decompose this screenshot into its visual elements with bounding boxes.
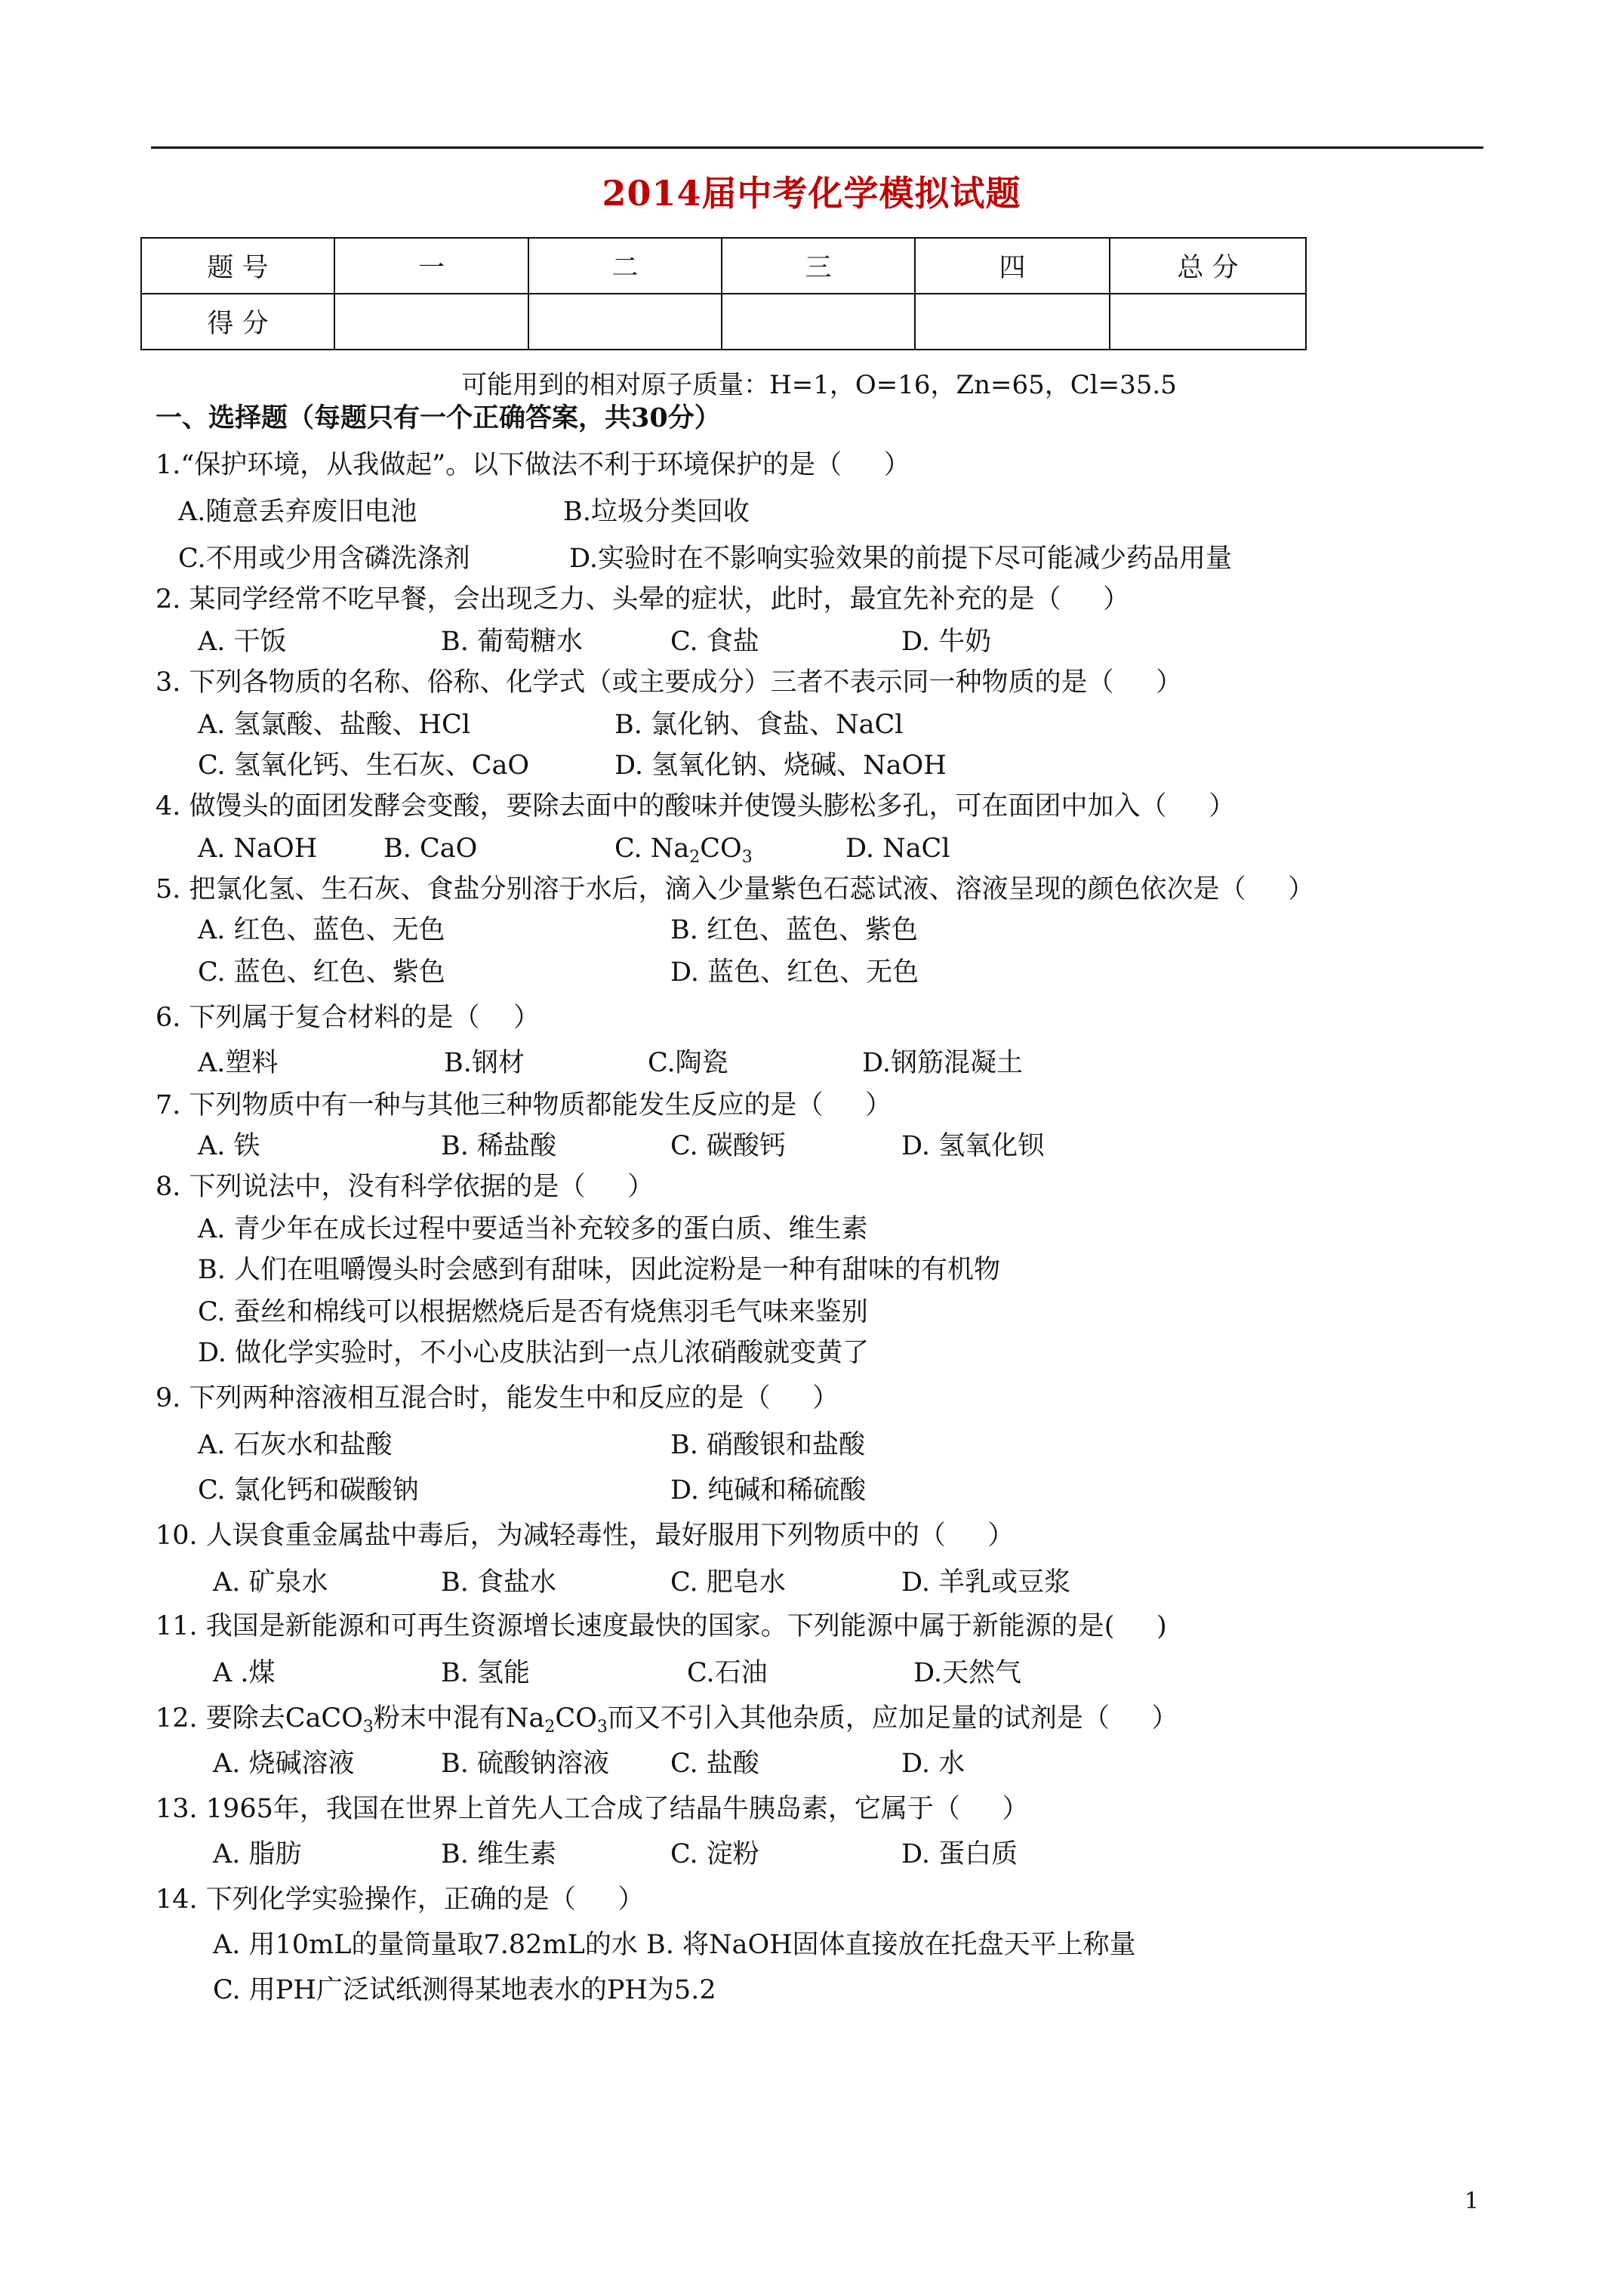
q4-option-b: B. CaO <box>383 834 478 864</box>
score-header-cell: 总 分 <box>1110 238 1306 294</box>
q4-option-a: A. NaOH <box>198 834 318 864</box>
q11-option-a: A .煤 <box>213 1658 276 1688</box>
score-header-cell: 三 <box>722 238 915 294</box>
q12-subscript: 3 <box>596 1718 608 1737</box>
section-heading: 一、选择题（每题只有一个正确答案，共30分） <box>156 402 721 433</box>
q8-option-c: C. 蚕丝和棉线可以根据燃烧后是否有烧焦羽毛气味来鉴别 <box>198 1297 868 1327</box>
q7-option-a: A. 铁 <box>198 1131 260 1161</box>
q6-option-b: B.钢材 <box>444 1048 525 1078</box>
q8-option-a: A. 青少年在成长过程中要适当补充较多的蛋白质、维生素 <box>198 1214 868 1244</box>
q2-option-d: D. 牛奶 <box>901 627 992 657</box>
q7-option-b: B. 稀盐酸 <box>441 1131 556 1161</box>
q12-subscript: 3 <box>362 1718 374 1737</box>
q6-option-d: D.钢筋混凝土 <box>862 1048 1023 1078</box>
score-table-header-row <box>141 238 1306 294</box>
q12-stem-part: CO <box>555 1703 597 1734</box>
q6-option-a: A.塑料 <box>198 1048 279 1078</box>
score-cell <box>915 294 1110 350</box>
q9-option-d: D. 纯碱和稀硫酸 <box>670 1475 867 1505</box>
header-rule <box>151 146 1483 149</box>
q1-option-b: B.垃圾分类回收 <box>563 497 750 527</box>
q7-option-d: D. 氢氧化钡 <box>901 1131 1045 1161</box>
atomic-mass-note: 可能用到的相对原子质量：H=1，O=16，Zn=65，Cl=35.5 <box>461 370 1177 400</box>
q11-option-d: D.天然气 <box>913 1658 1021 1688</box>
q12-stem-part: 而又不引入其他杂质，应加足量的试剂是（ ） <box>607 1703 1178 1734</box>
q9-option-b: B. 硝酸银和盐酸 <box>670 1430 865 1460</box>
q2-option-c: C. 食盐 <box>670 627 759 657</box>
q9-option-c: C. 氯化钙和碳酸钠 <box>198 1475 419 1505</box>
question-11: 11. 我国是新能源和可再生资源增长速度最快的国家。下列能源中属于新能源的是( ) <box>156 1611 1167 1641</box>
q8-option-b: B. 人们在咀嚼馒头时会感到有甜味，因此淀粉是一种有甜味的有机物 <box>198 1255 1000 1285</box>
score-cell <box>722 294 915 350</box>
q13-option-c: C. 淀粉 <box>670 1839 759 1869</box>
q3-option-a: A. 氢氯酸、盐酸、HCl <box>198 710 471 740</box>
q12-stem-part: 12. 要除去CaCO <box>156 1703 363 1734</box>
q2-option-b: B. 葡萄糖水 <box>441 627 583 657</box>
score-header-cell: 二 <box>528 238 722 294</box>
score-table <box>140 237 1307 350</box>
q14-option-c: C. 用PH广泛试纸测得某地表水的PH为5.2 <box>213 1975 716 2005</box>
q9-option-a: A. 石灰水和盐酸 <box>198 1430 393 1460</box>
q5-option-d: D. 蓝色、红色、无色 <box>670 957 919 988</box>
q12-option-a: A. 烧碱溶液 <box>213 1749 355 1779</box>
q11-option-c: C.石油 <box>687 1658 768 1688</box>
q4-option-c-subscript: 2 <box>689 848 701 867</box>
q13-option-a: A. 脂肪 <box>213 1839 302 1869</box>
q12-option-b: B. 硫酸钠溶液 <box>441 1749 609 1779</box>
q4-option-c-part: CO <box>700 834 742 864</box>
q4-option-c-part: C. Na <box>614 834 690 864</box>
q10-option-b: B. 食盐水 <box>441 1567 556 1598</box>
score-cell <box>334 294 528 350</box>
q5-option-a: A. 红色、蓝色、无色 <box>198 915 445 945</box>
q2-option-a: A. 干饭 <box>198 627 287 657</box>
q3-option-c: C. 氢氧化钙、生石灰、CaO <box>198 750 530 781</box>
q1-option-c: C.不用或少用含磷洗涤剂 <box>178 544 470 574</box>
q10-option-d: D. 羊乳或豆浆 <box>901 1567 1071 1598</box>
q4-option-c-subscript: 3 <box>741 848 753 867</box>
q1-option-d: D.实验时在不影响实验效果的前提下尽可能减少药品用量 <box>569 544 1232 574</box>
question-8: 8. 下列说法中，没有科学依据的是（ ） <box>156 1172 654 1202</box>
q3-option-d: D. 氢氧化钠、烧碱、NaOH <box>614 750 947 781</box>
exam-title: 2014届中考化学模拟试题 <box>602 173 1021 214</box>
question-7: 7. 下列物质中有一种与其他三种物质都能发生反应的是（ ） <box>156 1090 892 1120</box>
question-14: 14. 下列化学实验操作，正确的是（ ） <box>156 1885 645 1915</box>
question-10: 10. 人误食重金属盐中毒后，为减轻毒性，最好服用下列物质中的（ ） <box>156 1521 1015 1551</box>
q5-option-c: C. 蓝色、红色、紫色 <box>198 957 445 988</box>
q7-option-c: C. 碳酸钙 <box>670 1131 786 1161</box>
q8-option-d: D. 做化学实验时，不小心皮肤沾到一点儿浓硝酸就变黄了 <box>198 1338 870 1368</box>
question-2: 2. 某同学经常不吃早餐，会出现乏力、头晕的症状，此时，最宜先补充的是（ ） <box>156 584 1130 615</box>
q4-option-d: D. NaCl <box>845 834 950 864</box>
score-row-label: 得 分 <box>141 294 334 350</box>
q12-stem-part: 粉末中混有Na <box>373 1703 545 1734</box>
question-1: 1.“保护环境，从我做起”。以下做法不利于环境保护的是（ ） <box>156 450 910 480</box>
page-number: 1 <box>1464 2188 1480 2214</box>
question-13: 13. 1965年，我国在世界上首先人工合成了结晶牛胰岛素，它属于（ ） <box>156 1794 1029 1824</box>
q6-option-c: C.陶瓷 <box>648 1048 728 1078</box>
q1-option-a: A.随意丢弃废旧电池 <box>178 497 417 527</box>
score-cell <box>1110 294 1306 350</box>
question-3: 3. 下列各物质的名称、俗称、化学式（或主要成分）三者不表示同一种物质的是（ ） <box>156 667 1183 698</box>
q10-option-c: C. 肥皂水 <box>670 1567 786 1598</box>
score-table-score-row <box>141 294 1306 350</box>
question-6: 6. 下列属于复合材料的是（ ） <box>156 1003 540 1033</box>
score-header-cell: 一 <box>334 238 528 294</box>
q4-option-c <box>614 832 753 865</box>
q12-option-c: C. 盐酸 <box>670 1749 759 1779</box>
q5-option-b: B. 红色、蓝色、紫色 <box>670 915 918 945</box>
q13-option-b: B. 维生素 <box>441 1839 556 1869</box>
q3-option-b: B. 氯化钠、食盐、NaCl <box>614 710 904 740</box>
q10-option-a: A. 矿泉水 <box>213 1567 328 1598</box>
q11-option-b: B. 氢能 <box>441 1658 530 1688</box>
score-header-cell: 四 <box>915 238 1110 294</box>
question-12 <box>156 1702 1178 1735</box>
score-cell <box>528 294 722 350</box>
score-header-cell: 题 号 <box>141 238 334 294</box>
q13-option-d: D. 蛋白质 <box>901 1839 1018 1869</box>
question-4: 4. 做馒头的面团发酵会变酸，要除去面中的酸味并使馒头膨松多孔，可在面团中加入（ ） <box>156 791 1236 821</box>
q12-subscript: 2 <box>544 1718 556 1737</box>
question-9: 9. 下列两种溶液相互混合时，能发生中和反应的是（ ） <box>156 1383 839 1413</box>
q14-option-ab: A. 用10mL的量筒量取7.82mL的水 B. 将NaOH固体直接放在托盘天平上称量 <box>213 1930 1136 1960</box>
question-5: 5. 把氯化氢、生石灰、食盐分别溶于水后，滴入少量紫色石蕊试液、溶液呈现的颜色依次是（ ） <box>156 874 1315 905</box>
q12-option-d: D. 水 <box>901 1749 965 1779</box>
